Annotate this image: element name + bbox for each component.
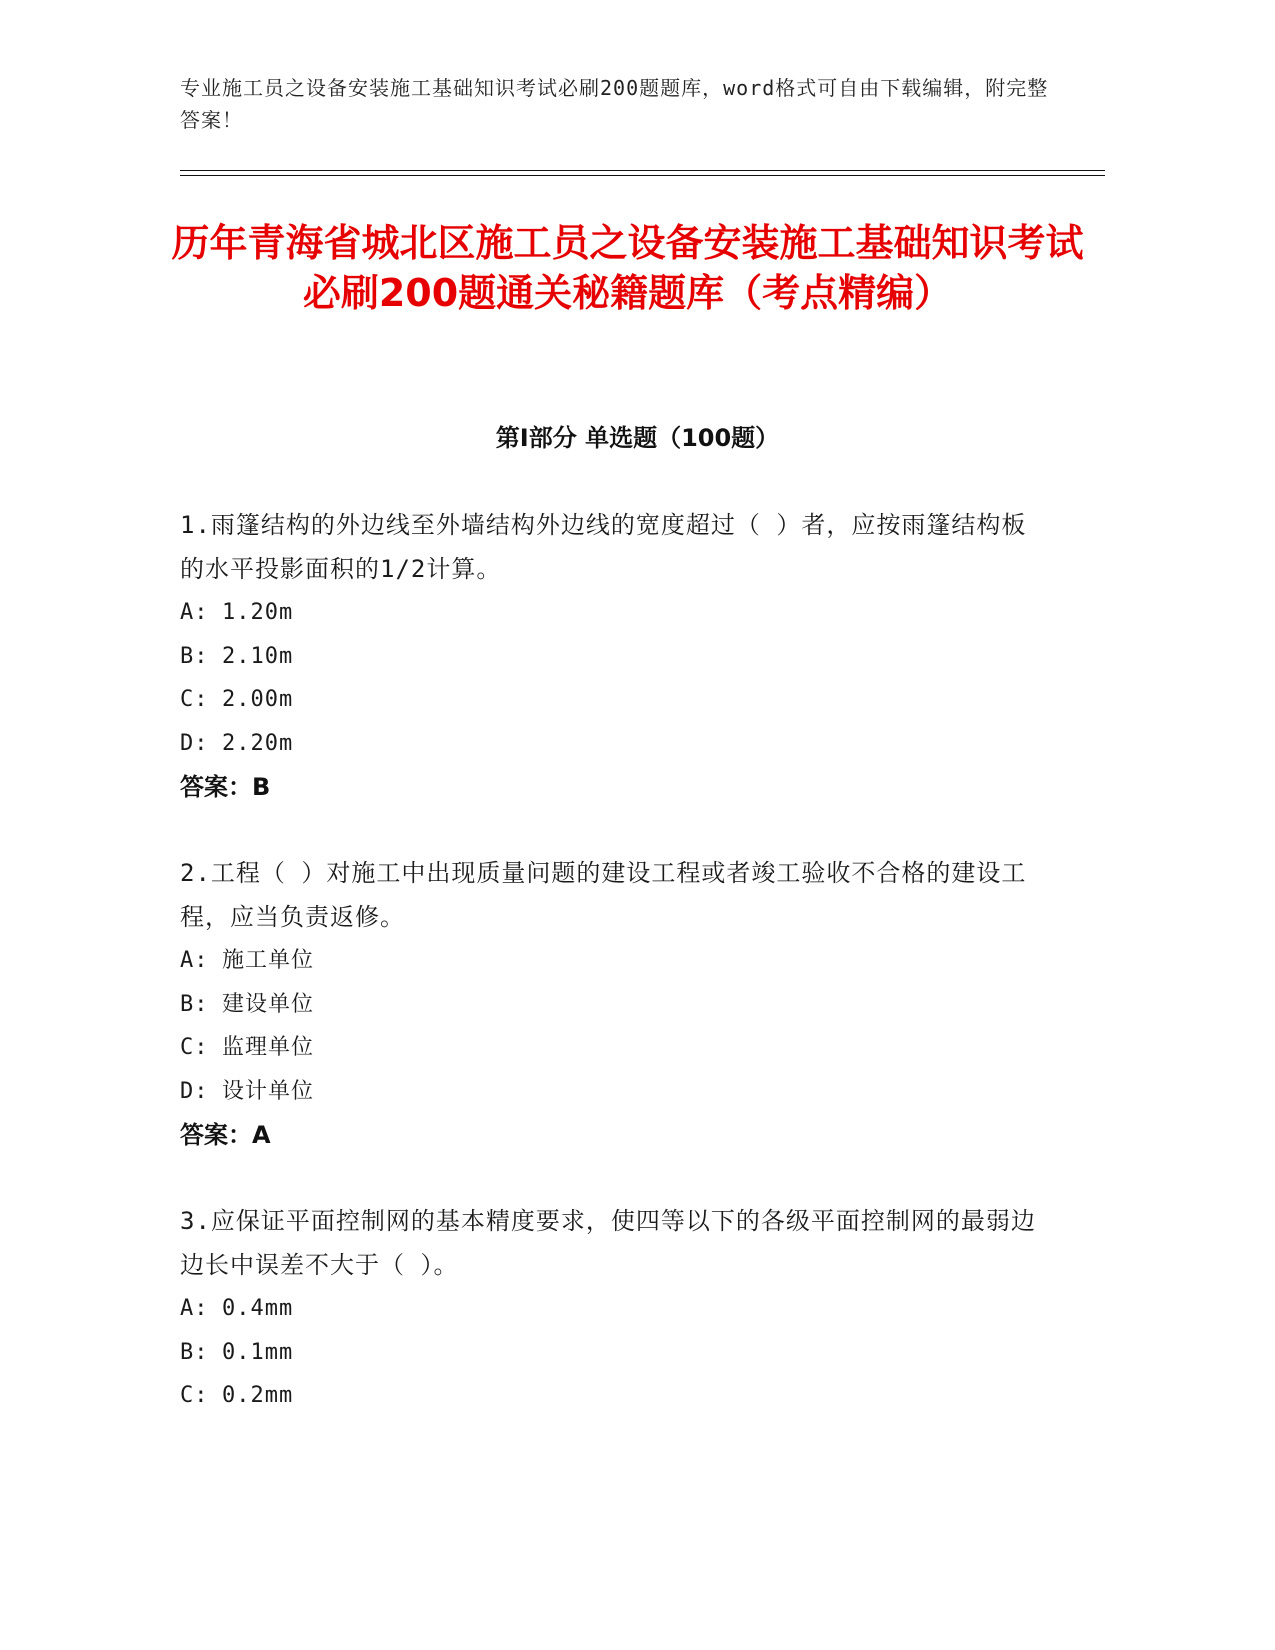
option-letter: D: — [180, 730, 209, 756]
option-c — [180, 678, 1040, 722]
option-value: 0.4mm — [222, 1296, 294, 1321]
option-letter: C: — [180, 1383, 209, 1408]
question-3 — [180, 1199, 1040, 1418]
option-c — [180, 1374, 1040, 1418]
question-1 — [180, 503, 1040, 809]
option-letter: C: — [180, 687, 209, 712]
option-value: 1.20m — [222, 600, 294, 625]
answer-label: 答案：A — [180, 1121, 271, 1149]
option-value: 2.10m — [222, 643, 294, 669]
option-letter: B: — [180, 643, 209, 669]
option-value: 0.1mm — [222, 1339, 294, 1365]
option-value: 施工单位 — [222, 948, 315, 973]
header-rule-top — [180, 170, 1105, 171]
option-letter: C: — [180, 1035, 209, 1060]
option-a — [180, 939, 1040, 983]
option-value: 建设单位 — [222, 991, 315, 1017]
option-value: 监理单位 — [222, 1035, 315, 1060]
option-value: 2.20m — [222, 730, 294, 756]
question-text: 2.工程（ ）对施工中出现质量问题的建设工程或者竣工验收不合格的建设工程，应当负责返修。 — [180, 859, 1027, 931]
question-text: 3.应保证平面控制网的基本精度要求，使四等以下的各级平面控制网的最弱边边长中误差不大于（ ）。 — [180, 1207, 1036, 1279]
header-note: 专业施工员之设备安装施工基础知识考试必刷200题题库，word格式可自由下载编辑，附完整答案！ — [180, 76, 1049, 132]
option-b — [180, 635, 1040, 679]
question-2 — [180, 851, 1040, 1157]
option-letter: A: — [180, 600, 209, 625]
option-a — [180, 1287, 1040, 1331]
option-value: 0.2mm — [222, 1383, 294, 1408]
option-letter: D: — [180, 1078, 209, 1104]
option-b — [180, 983, 1040, 1027]
option-a — [180, 591, 1040, 635]
option-d — [180, 1070, 1040, 1114]
option-letter: B: — [180, 991, 209, 1017]
question-text: 1.雨篷结构的外边线至外墙结构外边线的宽度超过（ ）者，应按雨篷结构板的水平投影面积的1/2计算。 — [180, 511, 1027, 583]
header-rule-bottom — [180, 175, 1105, 176]
document-title: 历年青海省城北区施工员之设备安装施工基础知识考试必刷200题通关秘籍题库（考点精编） — [171, 221, 1084, 315]
option-letter: A: — [180, 948, 209, 973]
answer-label: 答案：B — [180, 773, 271, 801]
option-letter: A: — [180, 1296, 209, 1321]
option-value: 设计单位 — [222, 1078, 315, 1104]
option-d — [180, 722, 1040, 766]
section-title: 第Ⅰ部分 单选题（100题） — [495, 424, 780, 452]
option-c — [180, 1026, 1040, 1070]
option-letter: B: — [180, 1339, 209, 1365]
option-value: 2.00m — [222, 687, 294, 712]
option-b — [180, 1331, 1040, 1375]
